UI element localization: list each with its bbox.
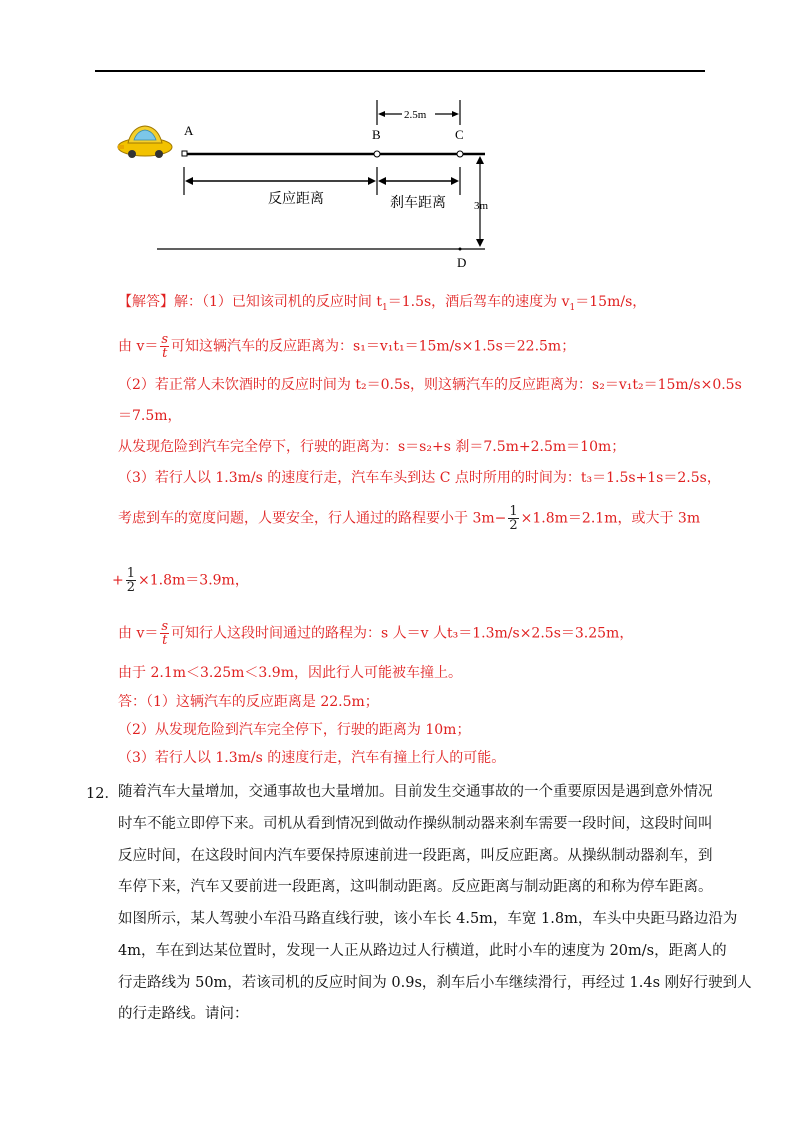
answer-line-4: ＝7.5m， bbox=[118, 408, 182, 424]
question-line-5: 如图所示，某人驾驶小车沿马路直线行驶，该小车长 4.5m，车宽 1.8m，车头中央距马路边沿为 bbox=[118, 911, 738, 927]
header-rule bbox=[95, 70, 705, 72]
braking-distance-label: 刹车距离 bbox=[390, 195, 446, 211]
fraction-one-half-2: $\frac{1}{2}$ bbox=[126, 566, 136, 595]
question-number: 12． bbox=[86, 786, 119, 802]
label-d: D bbox=[457, 255, 467, 270]
point-b bbox=[374, 151, 380, 157]
answer-line-2: 由 v＝ $\frac{s}{t}$ 可知这辆汽车的反应距离为：s₁＝v₁t₁＝15m/s×1.5s＝22.5m； bbox=[118, 332, 576, 361]
label-a: A bbox=[184, 123, 194, 138]
answer-line-7: 考虑到车的宽度问题，人要安全，行人通过的路程要小于 3m− $\frac{1}{2}$ ×1.8m＝2.1m，或大于 3m bbox=[118, 504, 701, 533]
car-icon bbox=[118, 126, 172, 158]
question-line-8: 的行走路线。请问： bbox=[118, 1006, 249, 1022]
fraction-s-over-t: $\frac{s}{t}$ bbox=[161, 332, 169, 361]
dist-bc-label: 2.5m bbox=[404, 109, 427, 121]
point-d bbox=[459, 248, 462, 251]
answer-line-11: 答：（1）这辆汽车的反应距离是 22.5m； bbox=[118, 694, 379, 710]
label-c: C bbox=[455, 127, 464, 142]
question-line-4: 车停下来，汽车又要前进一段距离，这叫制动距离。反应距离与制动距离的和称为停车距离。 bbox=[118, 879, 713, 895]
question-line-2: 时车不能立即停下来。司机从看到情况到做动作操纵制动器来刹车需要一段时间，这段时间叫 bbox=[118, 816, 713, 832]
fraction-one-half: $\frac{1}{2}$ bbox=[509, 504, 518, 533]
question-line-3: 反应时间，在这段时间内汽车要保持原速前进一段距离，叫反应距离。从操纵制动器刹车，到 bbox=[118, 848, 713, 864]
answer-line-10: 由于 2.1m＜3.25m＜3.9m，因此行人可能被车撞上。 bbox=[118, 665, 462, 681]
reaction-distance-label: 反应距离 bbox=[268, 191, 324, 207]
label-b: B bbox=[372, 127, 381, 142]
answer-line-13: （3）若行人以 1.3m/s 的速度行走，汽车有撞上行人的可能。 bbox=[118, 750, 506, 766]
point-a bbox=[182, 151, 187, 156]
answer-line-6: （3）若行人以 1.3m/s 的速度行走，汽车车头到达 C 点时所用的时间为：t₃＝1.5s+1s＝2.5s， bbox=[118, 470, 721, 486]
answer-line-12: （2）从发现危险到汽车完全停下，行驶的距离为 10m； bbox=[118, 722, 471, 738]
question-line-1: 随着汽车大量增加，交通事故也大量增加。目前发生交通事故的一个重要原因是遇到意外情况 bbox=[118, 784, 713, 800]
dist-3m-label: 3m bbox=[474, 200, 489, 212]
answer-line-3: （2）若正常人未饮酒时的反应时间为 t₂＝0.5s，则这辆汽车的反应距离为：s₂＝v₁t₂＝15m/s×0.5s bbox=[118, 377, 742, 393]
question-line-6: 4m，车在到达某位置时，发现一人正从路边过人行横道，此时小车的速度为 20m/s，距离人的 bbox=[118, 943, 727, 959]
fraction-s-over-t-2: $\frac{s}{t}$ bbox=[161, 619, 169, 648]
point-c bbox=[457, 151, 463, 157]
answer-line-1: 【解答】解：（1）已知该司机的反应时间 $t_1=1.5s$，酒后驾车的速度为 $v_1=15m/s$， bbox=[118, 294, 647, 313]
question-line-7: 行走路线为 50m，若该司机的反应时间为 0.9s，刹车后小车继续滑行，再经过 1.4s 刚好行驶到人 bbox=[118, 975, 752, 991]
answer-line-9: 由 v＝ $\frac{s}{t}$ 可知行人这段时间通过的路程为：s 人＝v 人t₃＝1.3m/s×2.5s＝3.25m， bbox=[118, 619, 634, 648]
answer-line-8: + $\frac{1}{2}$ ×1.8m＝3.9m， bbox=[112, 566, 249, 595]
answer-line-5: 从发现危险到汽车完全停下，行驶的距离为：s＝s₂+s 刹＝7.5m+2.5m＝10m； bbox=[118, 439, 626, 455]
road-diagram bbox=[110, 95, 510, 270]
